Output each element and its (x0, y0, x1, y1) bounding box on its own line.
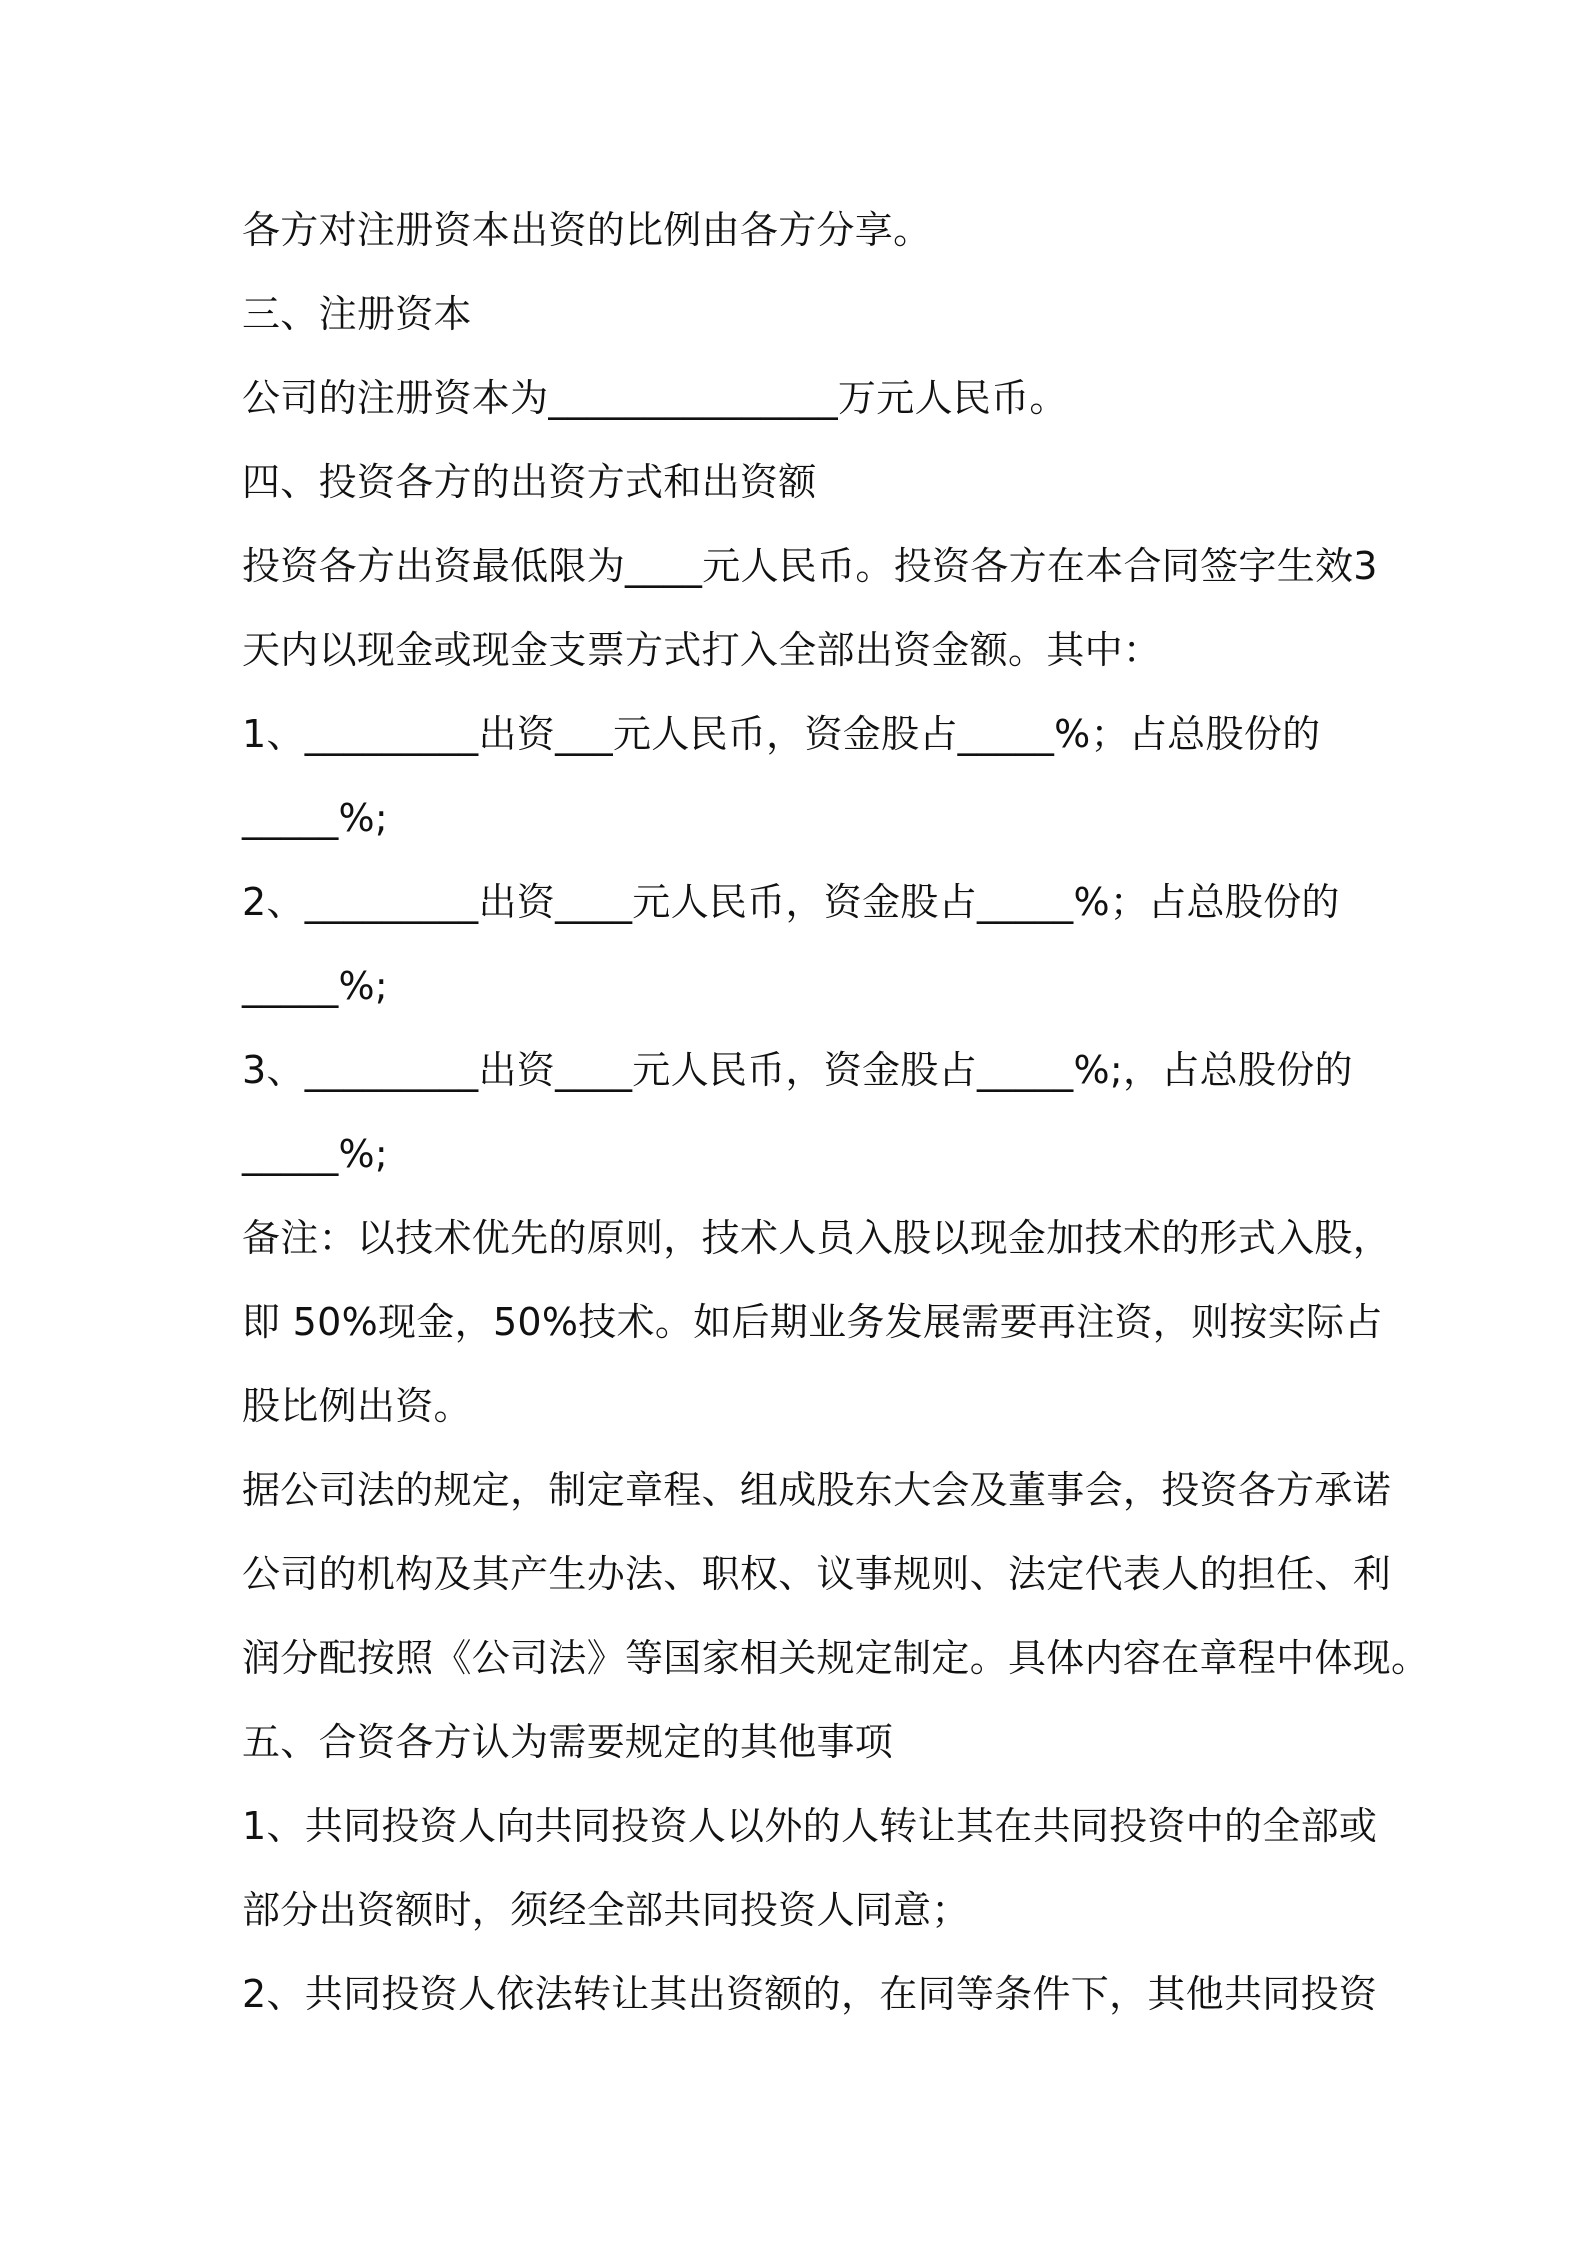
investor-1-total-share: _____%; (242, 796, 389, 840)
section-heading-3: 三、注册资本 (242, 292, 472, 336)
investor-2-line: 2、_________出资____元人民币，资金股占_____%；占总股份的 (242, 880, 1340, 924)
section-heading-4: 四、投资各方的出资方式和出资额 (242, 460, 817, 504)
remark-line-2: 即 50%现金，50%技术。如后期业务发展需要再注资，则按实际占 (242, 1300, 1383, 1344)
text-line-16: 据公司法的规定，制定章程、组成股东大会及董事会，投资各方承诺 (242, 1468, 1392, 1512)
text-line-6: 天内以现金或现金支票方式打入全部出资金额。其中： (242, 628, 1162, 672)
remark-line-1: 备注：以技术优先的原则，技术人员入股以现金加技术的形式入股， (242, 1216, 1392, 1260)
text-line-18: 润分配按照《公司法》等国家相关规定制定。具体内容在章程中体现。 (242, 1636, 1430, 1680)
clause-1-line-1: 1、共同投资人向共同投资人以外的人转让其在共同投资中的全部或 (242, 1804, 1378, 1848)
investor-3-line: 3、_________出资____元人民币，资金股占_____%;，占总股份的 (242, 1048, 1353, 1092)
text-line-3: 公司的注册资本为_______________万元人民币。 (242, 376, 1068, 420)
clause-2-line-1: 2、共同投资人依法转让其出资额的，在同等条件下，其他共同投资 (242, 1972, 1378, 2016)
text-line-17: 公司的机构及其产生办法、职权、议事规则、法定代表人的担任、利 (242, 1552, 1392, 1596)
investor-2-total-share: _____%; (242, 964, 389, 1008)
text-line-1: 各方对注册资本出资的比例由各方分享。 (242, 208, 932, 252)
clause-1-line-2: 部分出资额时，须经全部共同投资人同意； (242, 1888, 970, 1932)
section-heading-5: 五、合资各方认为需要规定的其他事项 (242, 1720, 894, 1764)
text-line-5: 投资各方出资最低限为____元人民币。投资各方在本合同签字生效3 (242, 544, 1378, 588)
remark-line-3: 股比例出资。 (242, 1384, 472, 1428)
investor-3-total-share: _____%; (242, 1132, 389, 1176)
investor-1-line: 1、_________出资___元人民币，资金股占_____%；占总股份的 (242, 712, 1321, 756)
